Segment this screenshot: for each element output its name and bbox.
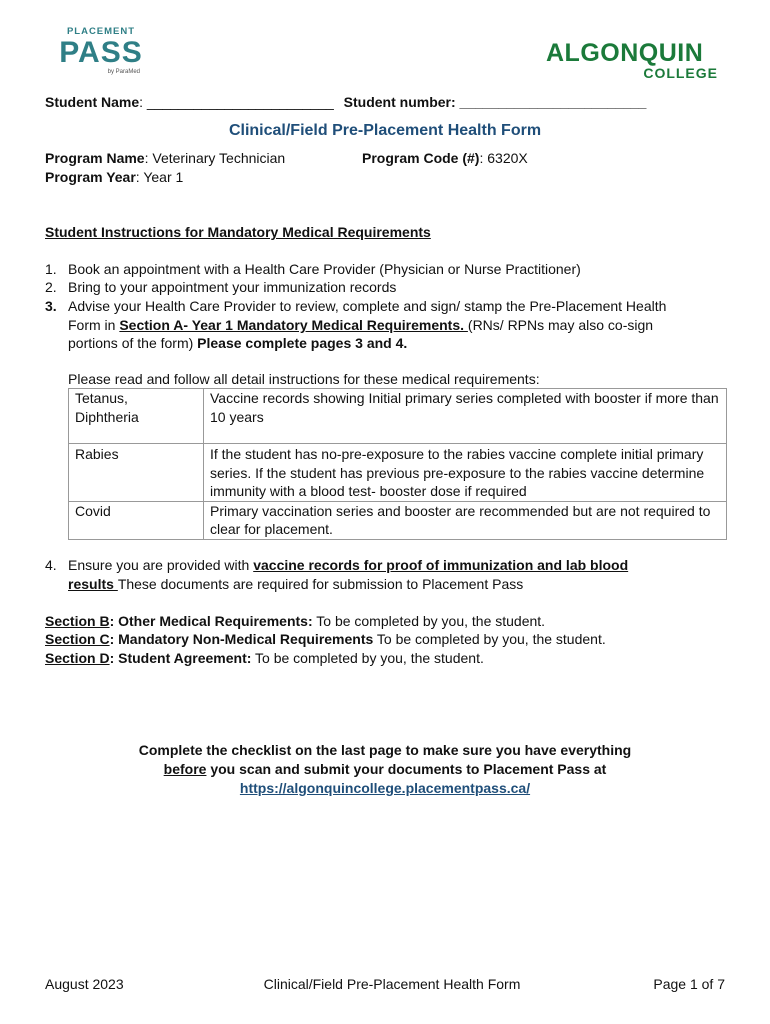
program-code-value: : 6320X: [479, 150, 528, 166]
instruction-item-2: Bring to your appointment your immunization records: [68, 279, 397, 295]
requirement-name-line-1: Tetanus,: [75, 390, 128, 406]
student-name-label: Student Name: [45, 94, 140, 110]
student-header: [45, 94, 646, 110]
student-number-field[interactable]: Student number: ________________________: [343, 94, 647, 110]
item-3-complete-pages: Please complete pages 3 and 4.: [197, 335, 408, 351]
placement-pass-link[interactable]: https://algonquincollege.placementpass.ca/: [239, 780, 531, 796]
instruction-item-3-line-3: [68, 335, 407, 351]
section-d-text: To be completed by you, the student.: [251, 650, 484, 666]
placement-pass-logo: [56, 26, 146, 84]
detail-intro: Please read and follow all detail instructions for these medical requirements:: [68, 371, 540, 387]
placement-pass-logo-top: PLACEMENT: [66, 26, 136, 37]
placement-pass-logo-main: PASS: [59, 36, 143, 69]
table-row: [69, 501, 727, 539]
algonquin-logo-sub: COLLEGE: [643, 65, 718, 81]
instruction-item-4-line-1: [68, 557, 628, 573]
checklist-url-row: [0, 780, 770, 796]
page-title: Clinical/Field Pre-Placement Health Form: [228, 122, 542, 139]
algonquin-college-logo: [546, 40, 718, 82]
requirement-name: Covid: [69, 501, 204, 539]
table-row: [69, 389, 727, 444]
section-d-label: Section D: [45, 650, 110, 666]
section-b-label: Section B: [45, 613, 110, 629]
requirement-name: [69, 389, 204, 444]
item-3-number: 3.: [45, 298, 57, 314]
footer-page-number: Page 1 of 7: [653, 976, 725, 992]
footer-date: August 2023: [45, 976, 124, 992]
program-year: [45, 169, 183, 185]
checklist-line-1: Complete the checklist on the last page to make sure you have everything: [138, 742, 632, 758]
item-4-number: 4.: [45, 557, 57, 573]
footer-title: Clinical/Field Pre-Placement Health Form: [263, 976, 521, 992]
item-2-number: 2.: [45, 279, 57, 295]
item-1-number: 1.: [45, 261, 57, 277]
program-code: [362, 150, 528, 166]
item-3-form-in: Form in: [68, 317, 120, 333]
checklist-line-2: [0, 761, 770, 777]
table-row: [69, 444, 727, 502]
section-c: [45, 631, 606, 647]
requirements-table: [68, 388, 727, 540]
section-b-text: To be completed by you, the student.: [312, 613, 546, 629]
requirement-description: If the student has no-pre-exposure to the rabies vaccine complete initial primary series. If the student has previous pre-exposure to the rabies vaccine determine immunity with a blood test- booster dose if required: [204, 444, 727, 502]
instructions-heading: Student Instructions for Mandatory Medical Requirements: [45, 224, 431, 240]
program-name-label: Program Name: [45, 150, 145, 166]
placement-pass-logo-by: by ParaMed: [107, 69, 140, 75]
section-c-title: : Mandatory Non-Medical Requirements: [109, 631, 374, 647]
checklist-submit-text: you scan and submit your documents to Placement Pass at: [206, 761, 607, 777]
program-year-label: Program Year: [45, 169, 136, 185]
section-a-reference: Section A- Year 1 Mandatory Medical Requirements.: [119, 317, 468, 333]
checklist-before: before: [163, 761, 207, 777]
section-c-text: To be completed by you, the student.: [373, 631, 606, 647]
section-c-label: Section C: [45, 631, 110, 647]
section-b: [45, 613, 545, 629]
item-3-cosign: (RNs/ RPNs may also co-sign: [467, 317, 654, 333]
student-name-field[interactable]: : ________________________: [139, 94, 334, 110]
requirement-name: Rabies: [69, 444, 204, 502]
instruction-item-4-line-2: [68, 576, 523, 592]
requirement-description: Vaccine records showing Initial primary series completed with booster if more than 10 years: [204, 389, 727, 444]
algonquin-logo-main: ALGONQUIN: [546, 39, 704, 67]
instruction-item-3-line-2: [68, 317, 653, 333]
instruction-item-1: Book an appointment with a Health Care Provider (Physician or Nurse Practitioner): [68, 261, 581, 277]
program-year-value: : Year 1: [135, 169, 184, 185]
instruction-item-3-line-1: Advise your Health Care Provider to review, complete and sign/ stamp the Pre-Placement Health: [68, 298, 667, 314]
program-code-label: Program Code (#): [362, 150, 480, 166]
program-name: [45, 150, 285, 166]
section-d-title: : Student Agreement:: [109, 650, 252, 666]
item-4-vaccine-records: vaccine records for proof of immunization and lab blood: [253, 557, 629, 573]
item-4-submission: These documents are required for submission to Placement Pass: [117, 576, 524, 592]
program-name-value: : Veterinary Technician: [144, 150, 286, 166]
item-4-ensure: Ensure you are provided with: [68, 557, 254, 573]
item-3-portions: portions of the form): [68, 335, 198, 351]
requirement-name-line-2: Diphtheria: [75, 408, 139, 425]
requirement-description: Primary vaccination series and booster are recommended but are not required to clear for placement.: [204, 501, 727, 539]
item-4-results: results: [68, 576, 118, 592]
section-d: [45, 650, 484, 666]
section-b-title: : Other Medical Requirements:: [109, 613, 313, 629]
